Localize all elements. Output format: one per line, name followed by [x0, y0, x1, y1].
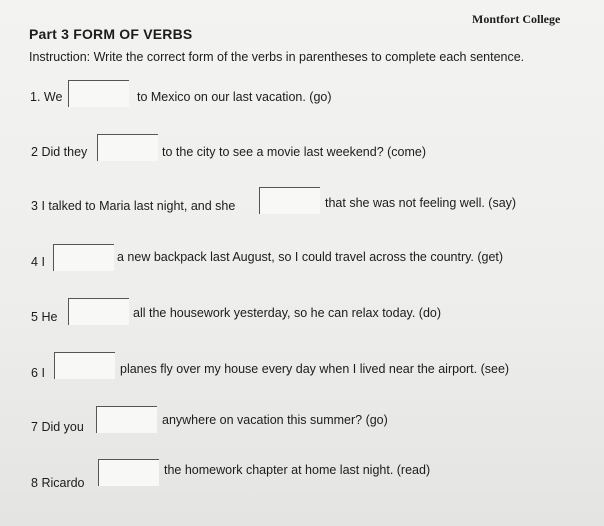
answer-box[interactable] [98, 459, 159, 486]
question-prefix: He [41, 310, 58, 324]
answer-box[interactable] [68, 80, 129, 107]
question-suffix: all the housework yesterday, so he can relax today. (do) [133, 306, 442, 320]
question-prefix: Did they [41, 145, 88, 159]
question-number: 2 [31, 145, 38, 159]
question-prefix: Ricardo [41, 476, 85, 490]
college-name: Montfort College [472, 12, 561, 26]
question-number: 8 [31, 476, 38, 490]
answer-box[interactable] [68, 298, 129, 325]
question-prefix: I [41, 255, 45, 269]
question-number: 7 [31, 420, 38, 434]
question-suffix: a new backpack last August, so I could travel across the country. (get) [117, 250, 504, 264]
question-suffix: to the city to see a movie last weekend? (come) [162, 145, 427, 159]
part-title: Part 3 FORM OF VERBS [29, 26, 193, 42]
question-suffix: anywhere on vacation this summer? (go) [162, 413, 388, 427]
question-suffix: planes fly over my house every day when I lived near the airport. (see) [120, 362, 510, 376]
answer-box[interactable] [97, 134, 158, 161]
question-suffix: to Mexico on our last vacation. (go) [137, 90, 332, 104]
question-suffix: the homework chapter at home last night. (read) [164, 463, 431, 477]
question-suffix: that she was not feeling well. (say) [325, 196, 517, 210]
answer-box[interactable] [259, 187, 320, 214]
question-prefix: I talked to Maria last night, and she [41, 199, 236, 213]
answer-box[interactable] [53, 244, 114, 271]
question-number: 1. [30, 90, 41, 104]
question-number: 3 [31, 199, 38, 213]
question-number: 5 [31, 310, 38, 324]
question-number: 6 [31, 366, 38, 380]
question-number: 4 [31, 255, 38, 269]
question-prefix: Did you [41, 420, 84, 434]
answer-box[interactable] [96, 406, 157, 433]
question-prefix: We [43, 90, 63, 104]
answer-box[interactable] [54, 352, 115, 379]
question-prefix: I [41, 366, 45, 380]
instruction-text: Instruction: Write the correct form of the verbs in parentheses to complete each sentence. [29, 50, 525, 64]
